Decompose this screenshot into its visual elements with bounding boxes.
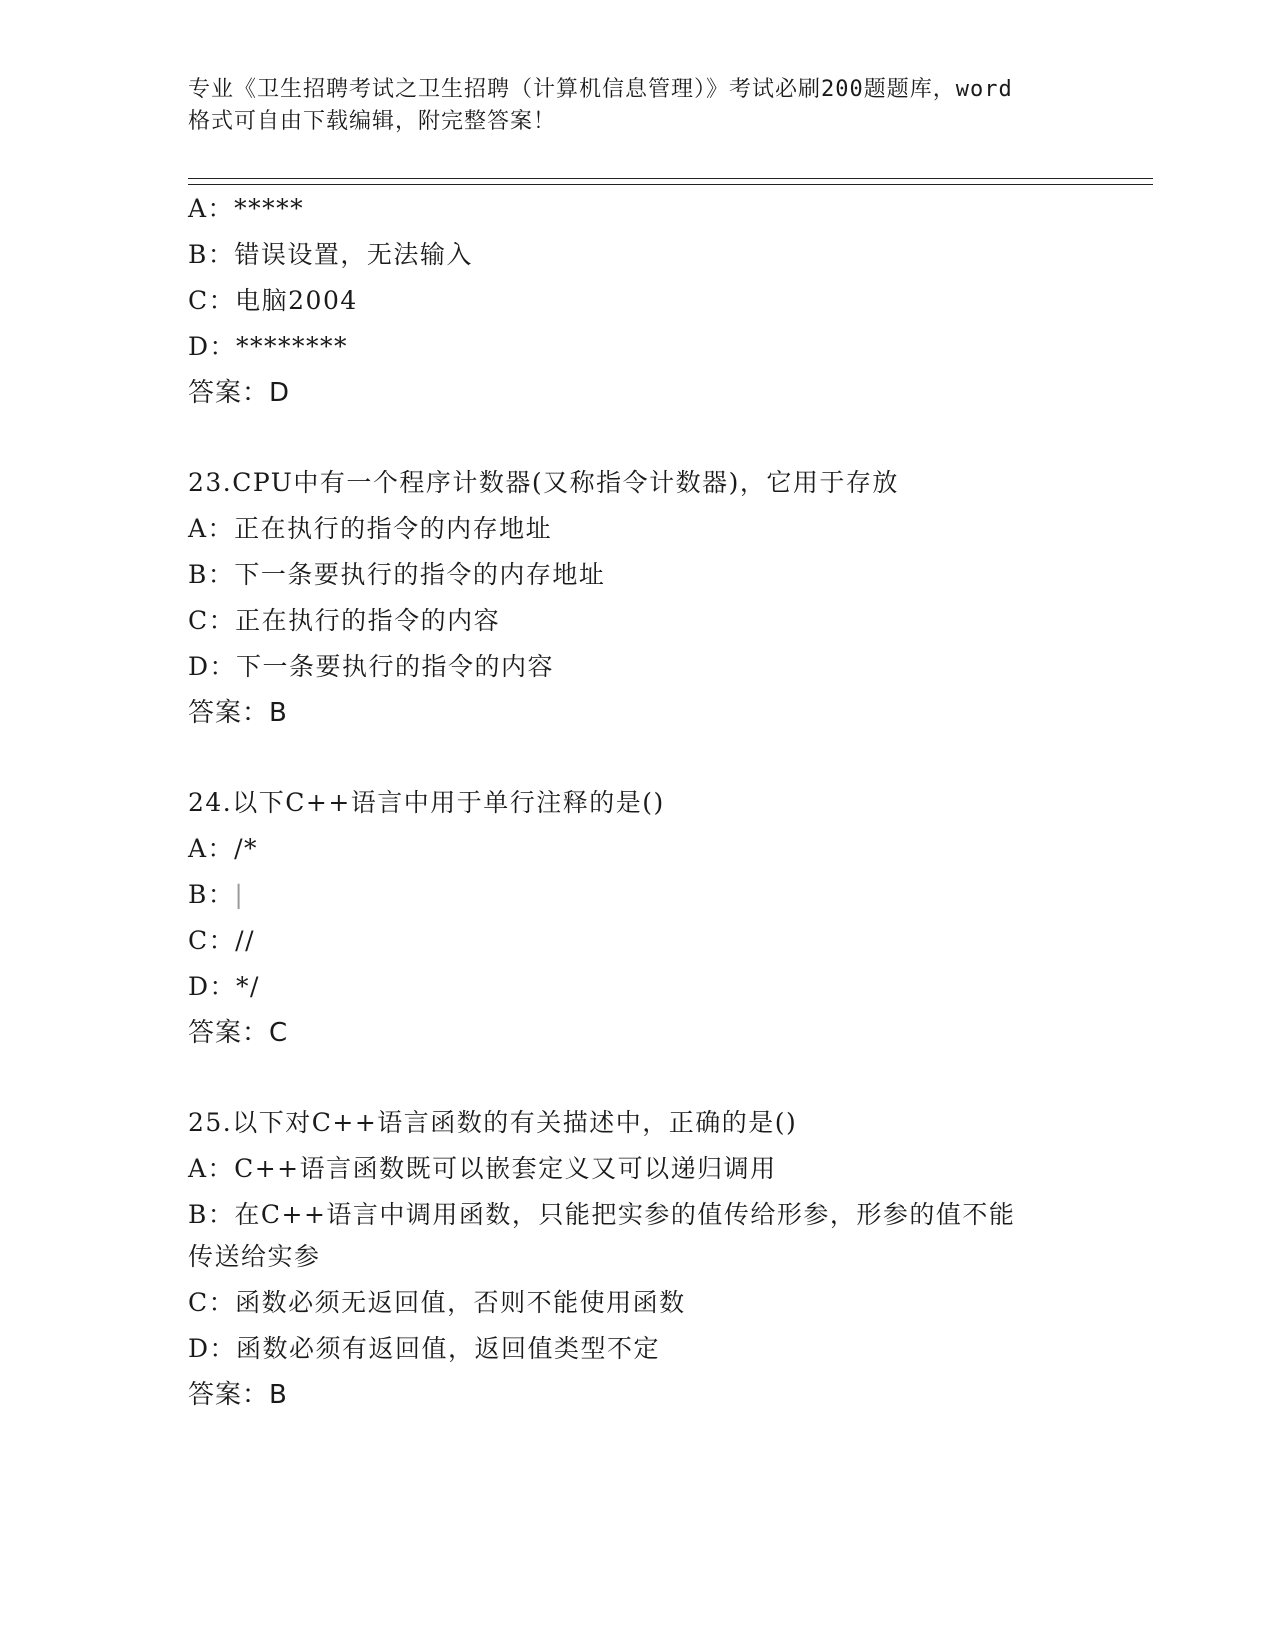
- option-label: A：: [188, 514, 235, 543]
- header-line-1: 专业《卫生招聘考试之卫生招聘（计算机信息管理）》考试必刷200题题库，word: [188, 77, 1013, 102]
- option-label: B：: [188, 560, 235, 589]
- document-header: [188, 74, 1088, 138]
- option-c: [188, 606, 1088, 636]
- option-b: [188, 560, 1088, 590]
- option-text: */: [236, 972, 260, 1001]
- option-text: 电脑2004: [235, 286, 358, 315]
- option-a: [188, 194, 1088, 224]
- option-label: B：: [188, 240, 235, 269]
- option-b-continued: 传送给实参: [188, 1242, 321, 1271]
- option-text: 下一条要执行的指令的内存地址: [234, 560, 606, 589]
- answer: 答案：B: [188, 698, 288, 728]
- option-c: [188, 926, 1088, 956]
- option-c: [188, 286, 1088, 316]
- option-text: 正在执行的指令的内存地址: [234, 514, 553, 543]
- option-b: [188, 880, 1088, 910]
- option-label: C：: [188, 1288, 236, 1317]
- option-label: D：: [188, 1334, 237, 1363]
- option-text: 正在执行的指令的内容: [235, 606, 501, 635]
- option-d: [188, 332, 1088, 362]
- option-label: D：: [188, 332, 237, 361]
- option-c: [188, 1288, 1088, 1318]
- option-label: B：: [188, 1200, 235, 1229]
- option-text: 下一条要执行的指令的内容: [236, 652, 555, 681]
- option-text: 函数必须有返回值，返回值类型不定: [236, 1334, 661, 1363]
- question-23: [188, 468, 1088, 728]
- question-stem: 24.以下C++语言中用于单行注释的是(): [188, 788, 665, 817]
- question-24: [188, 788, 1088, 1048]
- option-text: 错误设置，无法输入: [234, 240, 473, 269]
- option-d: [188, 972, 1088, 1002]
- option-text: ********: [236, 332, 349, 361]
- option-text: /*: [234, 834, 258, 863]
- option-label: C：: [188, 606, 236, 635]
- option-text: *****: [234, 194, 305, 223]
- spacer: [188, 424, 1088, 468]
- option-label: D：: [188, 972, 237, 1001]
- spacer: [188, 1064, 1088, 1108]
- question-25: [188, 1108, 1088, 1410]
- option-b: [188, 1200, 1088, 1230]
- option-label: B：: [188, 880, 235, 909]
- option-d: [188, 1334, 1088, 1364]
- answer: 答案：B: [188, 1380, 288, 1410]
- option-b: [188, 240, 1088, 270]
- answer: 答案：D: [188, 378, 291, 408]
- question-22: [188, 194, 1088, 408]
- option-label: C：: [188, 926, 236, 955]
- spacer: [188, 744, 1088, 788]
- option-d: [188, 652, 1088, 682]
- header-divider: [188, 178, 1153, 185]
- option-label: A：: [188, 834, 235, 863]
- option-a: [188, 834, 1088, 864]
- option-text: 函数必须无返回值，否则不能使用函数: [235, 1288, 686, 1317]
- option-label: D：: [188, 652, 237, 681]
- option-label: A：: [188, 1154, 235, 1183]
- question-stem: 25.以下对C++语言函数的有关描述中，正确的是(): [188, 1108, 798, 1137]
- option-a: [188, 1154, 1088, 1184]
- header-line-2: 格式可自由下载编辑，附完整答案！: [188, 109, 557, 134]
- option-text: C++语言函数既可以嵌套定义又可以递归调用: [234, 1154, 777, 1183]
- option-text: //: [235, 926, 255, 955]
- question-content: [188, 194, 1088, 1426]
- option-label: C：: [188, 286, 236, 315]
- option-text: 在C++语言中调用函数，只能把实参的值传给形参，形参的值不能: [234, 1200, 1016, 1229]
- answer: 答案：C: [188, 1018, 289, 1048]
- option-a: [188, 514, 1088, 544]
- option-label: A：: [188, 194, 235, 223]
- option-text: |: [234, 880, 245, 909]
- question-stem: 23.CPU中有一个程序计数器(又称指令计数器)，它用于存放: [188, 468, 899, 497]
